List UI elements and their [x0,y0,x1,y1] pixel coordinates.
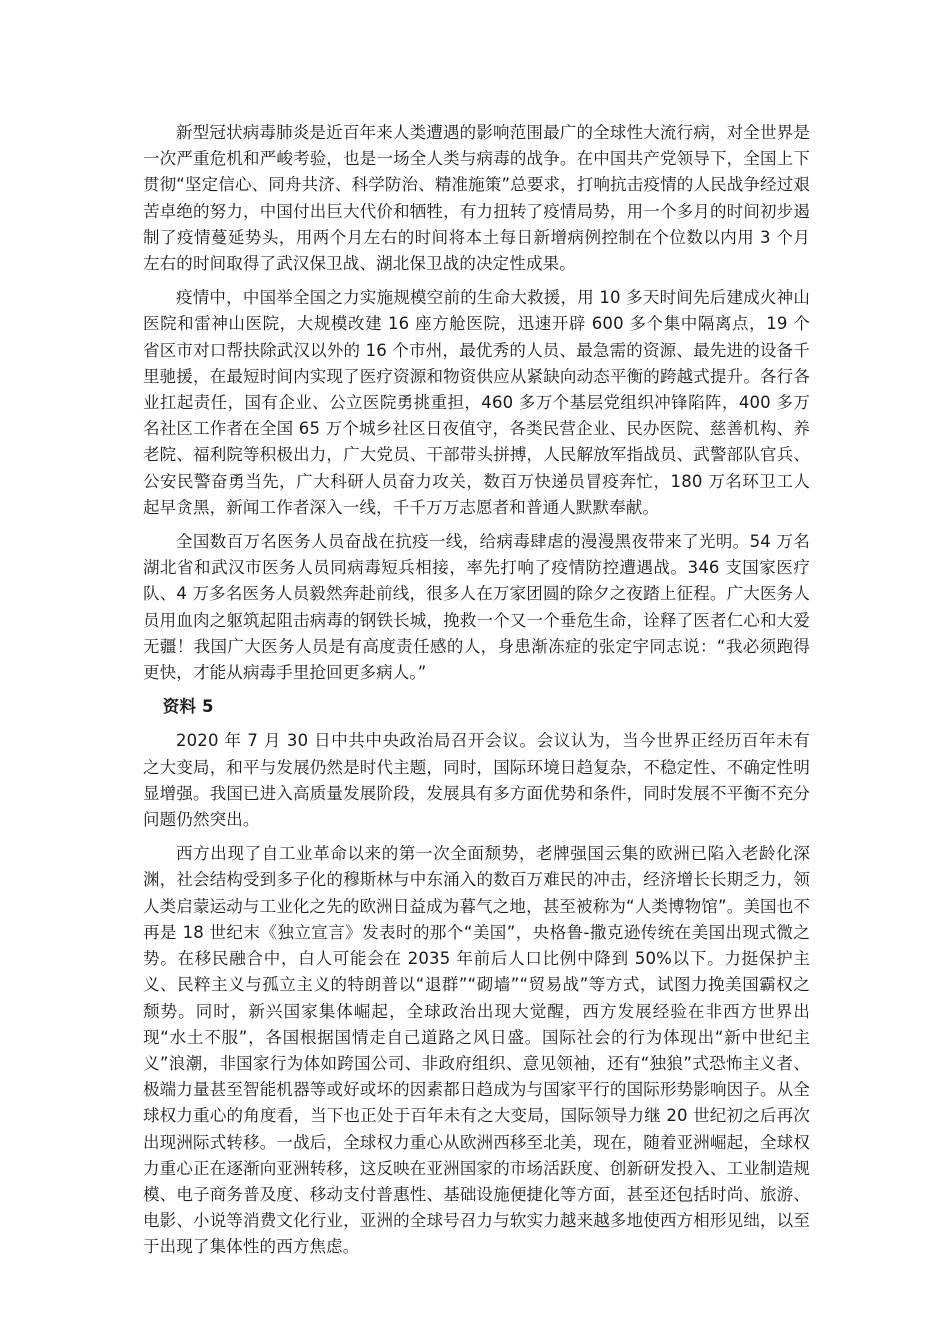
paragraph-pandemic-overview: 新型冠状病毒肺炎是近百年来人类遭遇的影响范围最广的全球性大流行病，对全世界是一次严重危机和严峻考验，也是一场全人类与病毒的战争。在中国共产党领导下，全国上下贯彻“坚定信心、同舟共济、科学防治、精准施策”总要求，打响抗击疫情的人民战争经过艰苦卓绝的努力，中国付出巨大代价和牺牲，有力扭转了疫情局势，用一个多月的时间初步遏制了疫情蔓延势头，用两个月左右的时间将本土每日新增病例控制在个位数以内用 3 个月左右的时间取得了武汉保卫战、湖北保卫战的决定性成果。 [143,123,810,274]
section-heading: 资料 5 [162,697,214,717]
paragraph-world-changes: 西方出现了自工业革命以来的第一次全面颓势，老牌强国云集的欧洲已陷入老龄化深渊，社会结构受到多子化的穆斯林与中东涌入的数百万难民的冲击，经济增长长期乏力，领人类启蒙运动与工业化之先的欧洲日益成为暮气之地，甚至被称为“人类博物馆”。美国也不再是 18 世纪末《独立宣言》发表时的那个“美国”，央格鲁-撒克逊传统在美国出现式微之势。在移民融合中，白人可能会在 2035 年前后人口比例中降到 50%以下。力挺保护主义、民粹主义与孤立主义的特朗普以“退群”“砌墙”“贸易战”等方式，试图力挽美国霸权之颓势。同时，新兴国家集体崛起，全球政治出现大觉醒，西方发展经验在非西方世界出现“水土不服”，各国根据国情走自己道路之风日盛。国际社会的行为体现出“新中世纪主义”浪潮，非国家行为体如跨国公司、非政府组织、意见领袖，还有“独狼”式恐怖主义者、极端力量甚至智能机器等或好或坏的因素都日趋成为与国家平行的国际形势影响因子。从全球权力重心的角度看，当下也正处于百年未有之大变局，国际领导力继 20 世纪初之后再次出现洲际式转移。一战后，全球权力重心从欧洲西移至北美，现在，随着亚洲崛起，全球权力重心正在逐渐向亚洲转移，这反映在亚洲国家的市场活跃度、创新研发投入、工业制造规模、电子商务普及度、移动支付普惠性、基础设施便捷化等方面，甚至还包括时尚、旅游、电影、小说等消费文化行业，亚洲的全球号召力与软实力越来越多地使西方相形见绌，以至于出现了集体性的西方焦虑。 [143,844,810,1257]
paragraph-medical-workers: 全国数百万名医务人员奋战在抗疫一线，给病毒肆虐的漫漫黑夜带来了光明。54 万名湖北省和武汉市医务人员同病毒短兵相接，率先打响了疫情防控遭遇战。346 支国家医疗队、4 万多名医务人员毅然奔赴前线，很多人在万家团圆的除夕之夜踏上征程。广大医务人员用血肉之躯筑起阻击病毒的钢铁长城，挽救一个又一个垂危生命，诠释了医者仁心和大爱无疆！我国广大医务人员是有高度责任感的人，身患渐冻症的张定宇同志说：“我必须跑得更快，才能从病毒手里抢回更多病人。” [143,532,810,683]
paragraph-politburo-meeting: 2020 年 7 月 30 日中共中央政治局召开会议。会议认为，当今世界正经历百年未有之大变局，和平与发展仍然是时代主题，同时，国际环境日趋复杂，不稳定性、不确定性明显增强。我国已进入高质量发展阶段，发展具有多方面优势和条件，同时发展不平衡不充分问题仍然突出。 [143,731,810,830]
document-page [143,120,810,1269]
paragraph-national-rescue: 疫情中，中国举全国之力实施规模空前的生命大救援，用 10 多天时间先后建成火神山医院和雷神山医院，大规模改建 16 座方舱医院，迅速开辟 600 多个集中隔离点，19 个省区市对口帮扶除武汉以外的 16 个市州，最优秀的人员、最急需的资源、最先进的设备千里驰援，在最短时间内实现了医疗资源和物资供应从紧缺向动态平衡的跨越式提升。各行各业扛起责任，国有企业、公立医院勇挑重担，460 多万个基层党组织冲锋陷阵，400 多万名社区工作者在全国 65 万个城乡社区日夜值守，各类民营企业、民办医院、慈善机构、养老院、福利院等积极出力，广大党员、干部带头拼搏，人民解放军指战员、武警部队官兵、公安民警奋勇当先，广大科研人员奋力攻关，数百万快递员冒疫奔忙，180 万名环卫工人起早贪黑，新闻工作者深入一线，千千万万志愿者和普通人默默奉献。 [143,288,810,517]
